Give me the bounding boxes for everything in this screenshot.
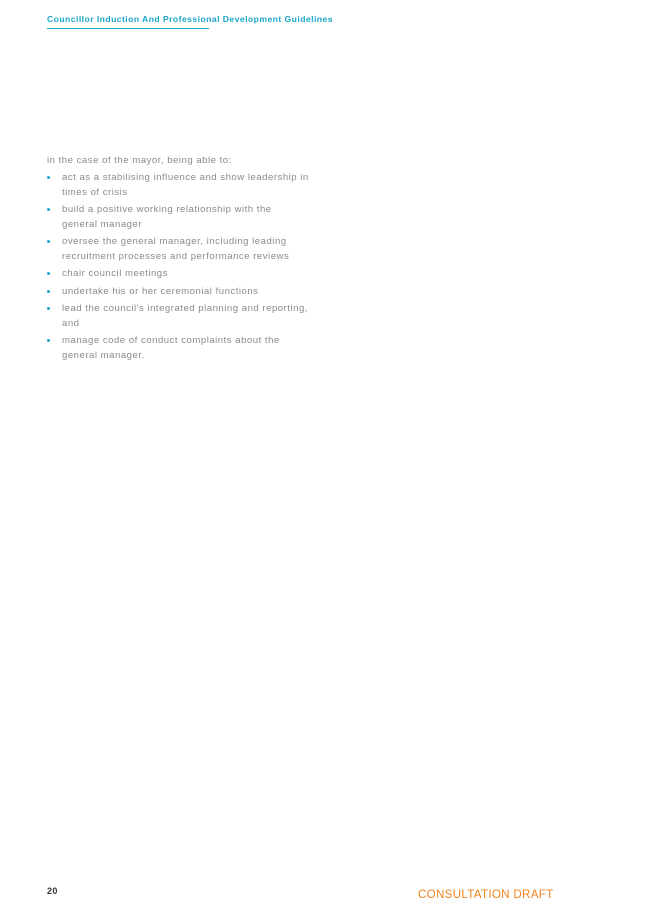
list-item <box>47 285 309 300</box>
bullet-icon <box>47 176 50 179</box>
bullet-icon <box>47 272 50 275</box>
intro-text: in the case of the mayor, being able to: <box>47 155 232 166</box>
list-item-text: build a positive working relationship with the general manager <box>62 204 272 230</box>
page-number: 20 <box>47 886 58 896</box>
list-item <box>47 171 309 200</box>
list-item <box>47 267 309 282</box>
list-item <box>47 302 309 331</box>
bullet-icon <box>47 240 50 243</box>
bullet-icon <box>47 307 50 310</box>
list-item-text: lead the council's integrated planning and reporting, and <box>62 303 308 329</box>
list-item-text: chair council meetings <box>62 268 168 279</box>
list-item-text: manage code of conduct complaints about the general manager. <box>62 335 280 361</box>
consultation-draft-label: CONSULTATION DRAFT <box>418 888 554 901</box>
list-item-text: undertake his or her ceremonial functions <box>62 285 259 297</box>
bullet-icon <box>47 290 50 293</box>
bullet-list <box>47 171 309 366</box>
list-item-text: act as a stabilising influence and show leadership in times of crisis <box>62 172 309 198</box>
list-item <box>47 235 309 264</box>
list-item <box>47 334 309 363</box>
header-rule <box>47 28 209 29</box>
list-item-text: oversee the general manager, including leading recruitment processes and performance reviews <box>62 236 290 262</box>
list-item <box>47 203 309 232</box>
bullet-icon <box>47 339 50 342</box>
bullet-icon <box>47 208 50 211</box>
header-title: Councillor Induction And Professional Development Guidelines <box>47 14 333 24</box>
